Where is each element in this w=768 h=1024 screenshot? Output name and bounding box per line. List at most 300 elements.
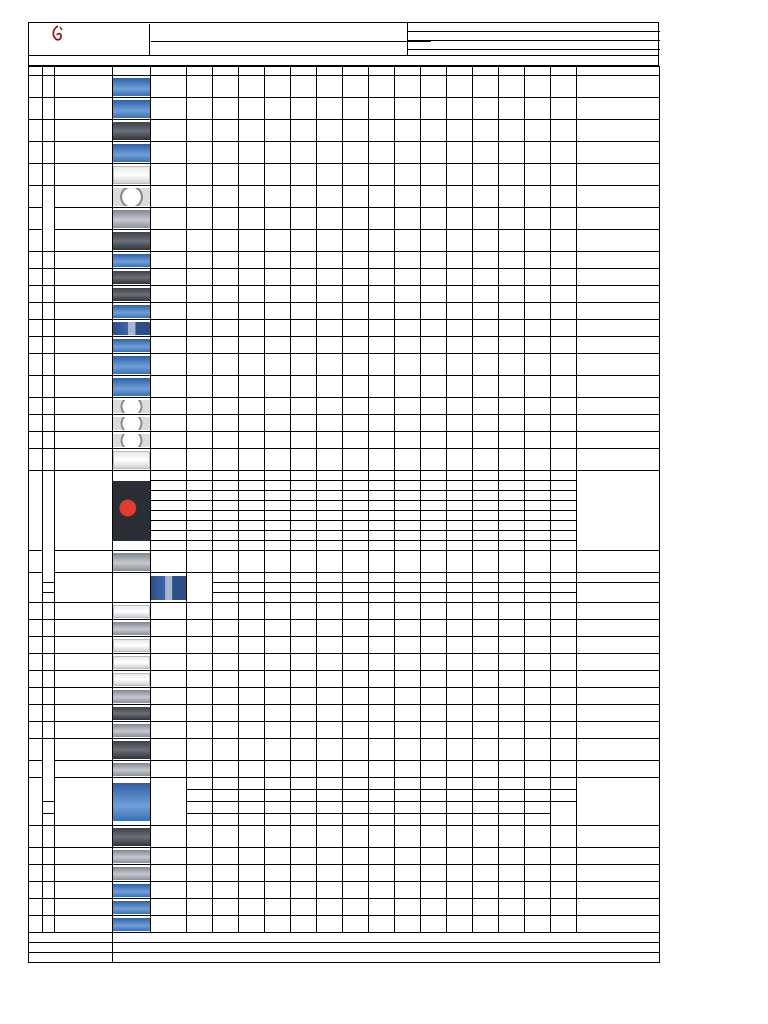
day-entry-cell[interactable] [395, 551, 421, 573]
day-entry-cell[interactable] [239, 471, 265, 481]
day-entry-cell[interactable] [499, 916, 525, 933]
day-entry-cell[interactable] [421, 511, 447, 521]
day-entry-cell[interactable] [317, 551, 343, 573]
day-entry-cell[interactable] [473, 511, 499, 521]
day-entry-cell[interactable] [525, 739, 551, 761]
day-entry-cell[interactable] [473, 415, 499, 432]
day-entry-cell[interactable] [213, 739, 239, 761]
day-entry-cell[interactable] [551, 739, 577, 761]
remarks-cell[interactable] [577, 303, 660, 320]
remarks-cell[interactable] [577, 186, 660, 208]
day-entry-cell[interactable] [343, 778, 369, 790]
day-entry-cell[interactable] [291, 286, 317, 303]
day-entry-cell[interactable] [395, 320, 421, 337]
day-entry-cell[interactable] [187, 637, 213, 654]
day-entry-cell[interactable] [473, 637, 499, 654]
day-entry-cell[interactable] [395, 230, 421, 252]
day-entry-cell[interactable] [525, 688, 551, 705]
day-entry-cell[interactable] [525, 583, 551, 593]
day-entry-cell[interactable] [473, 142, 499, 164]
day-entry-cell[interactable] [213, 449, 239, 471]
day-entry-cell[interactable] [447, 573, 473, 583]
day-entry-cell[interactable] [239, 761, 265, 778]
day-entry-cell[interactable] [369, 286, 395, 303]
day-entry-cell[interactable] [395, 98, 421, 120]
day-entry-cell[interactable] [265, 688, 291, 705]
day-entry-cell[interactable] [265, 583, 291, 593]
day-entry-cell[interactable] [239, 432, 265, 449]
remarks-cell[interactable] [577, 471, 660, 551]
day-entry-cell[interactable] [447, 320, 473, 337]
day-entry-cell[interactable] [291, 120, 317, 142]
day-entry-cell[interactable] [447, 398, 473, 415]
day-entry-cell[interactable] [187, 501, 213, 511]
day-entry-cell[interactable] [317, 269, 343, 286]
day-entry-cell[interactable] [187, 252, 213, 269]
day-entry-cell[interactable] [499, 471, 525, 481]
day-entry-cell[interactable] [499, 269, 525, 286]
day-entry-cell[interactable] [265, 481, 291, 491]
day-entry-cell[interactable] [213, 671, 239, 688]
day-entry-cell[interactable] [369, 603, 395, 620]
day-entry-cell[interactable] [213, 826, 239, 848]
day-entry-cell[interactable] [421, 230, 447, 252]
day-entry-cell[interactable] [317, 882, 343, 899]
day-entry-cell[interactable] [473, 882, 499, 899]
day-entry-cell[interactable] [213, 415, 239, 432]
day-entry-cell[interactable] [317, 471, 343, 481]
day-entry-cell[interactable] [291, 98, 317, 120]
day-entry-cell[interactable] [291, 337, 317, 354]
day-entry-cell[interactable] [213, 790, 239, 802]
day-entry-cell[interactable] [395, 449, 421, 471]
day-entry-cell[interactable] [551, 471, 577, 481]
day-entry-cell[interactable] [421, 501, 447, 511]
day-entry-cell[interactable] [499, 449, 525, 471]
day-entry-cell[interactable] [525, 916, 551, 933]
remarks-cell[interactable] [577, 320, 660, 337]
day-entry-cell[interactable] [317, 320, 343, 337]
day-entry-cell[interactable] [343, 899, 369, 916]
remarks-cell[interactable] [577, 899, 660, 916]
day-entry-cell[interactable] [525, 882, 551, 899]
day-entry-cell[interactable] [187, 491, 213, 501]
day-entry-cell[interactable] [187, 761, 213, 778]
day-entry-cell[interactable] [473, 848, 499, 865]
day-entry-cell[interactable] [239, 916, 265, 933]
day-entry-cell[interactable] [447, 142, 473, 164]
day-entry-cell[interactable] [265, 848, 291, 865]
day-entry-cell[interactable] [369, 142, 395, 164]
day-entry-cell[interactable] [525, 432, 551, 449]
day-entry-cell[interactable] [551, 654, 577, 671]
day-entry-cell[interactable] [213, 432, 239, 449]
day-entry-cell[interactable] [187, 449, 213, 471]
day-entry-cell[interactable] [291, 521, 317, 531]
day-entry-cell[interactable] [473, 802, 499, 814]
day-entry-cell[interactable] [499, 142, 525, 164]
day-entry-cell[interactable] [499, 376, 525, 398]
day-entry-cell[interactable] [239, 671, 265, 688]
day-entry-cell[interactable] [421, 471, 447, 481]
day-entry-cell[interactable] [343, 208, 369, 230]
day-entry-cell[interactable] [395, 688, 421, 705]
remarks-cell[interactable] [577, 848, 660, 865]
day-entry-cell[interactable] [187, 705, 213, 722]
day-entry-cell[interactable] [525, 398, 551, 415]
day-entry-cell[interactable] [499, 501, 525, 511]
day-entry-cell[interactable] [421, 551, 447, 573]
day-entry-cell[interactable] [525, 354, 551, 376]
day-entry-cell[interactable] [369, 722, 395, 739]
day-entry-cell[interactable] [473, 208, 499, 230]
day-entry-cell[interactable] [551, 573, 577, 583]
day-entry-cell[interactable] [421, 320, 447, 337]
day-entry-cell[interactable] [291, 449, 317, 471]
day-entry-cell[interactable] [473, 186, 499, 208]
day-entry-cell[interactable] [421, 76, 447, 98]
day-entry-cell[interactable] [187, 551, 213, 573]
day-entry-cell[interactable] [317, 98, 343, 120]
day-entry-cell[interactable] [447, 511, 473, 521]
day-entry-cell[interactable] [239, 790, 265, 802]
day-entry-cell[interactable] [551, 398, 577, 415]
day-entry-cell[interactable] [291, 826, 317, 848]
day-entry-cell[interactable] [317, 286, 343, 303]
day-entry-cell[interactable] [525, 164, 551, 186]
day-entry-cell[interactable] [343, 521, 369, 531]
day-entry-cell[interactable] [525, 491, 551, 501]
day-entry-cell[interactable] [291, 899, 317, 916]
day-entry-cell[interactable] [213, 541, 239, 551]
day-entry-cell[interactable] [551, 865, 577, 882]
day-entry-cell[interactable] [395, 376, 421, 398]
day-entry-cell[interactable] [499, 688, 525, 705]
day-entry-cell[interactable] [525, 865, 551, 882]
day-entry-cell[interactable] [473, 722, 499, 739]
day-entry-cell[interactable] [499, 491, 525, 501]
day-entry-cell[interactable] [265, 286, 291, 303]
day-entry-cell[interactable] [421, 671, 447, 688]
day-entry-cell[interactable] [239, 511, 265, 521]
day-entry-cell[interactable] [447, 164, 473, 186]
day-entry-cell[interactable] [551, 826, 577, 848]
day-entry-cell[interactable] [551, 337, 577, 354]
day-entry-cell[interactable] [317, 899, 343, 916]
day-entry-cell[interactable] [187, 230, 213, 252]
day-entry-cell[interactable] [421, 916, 447, 933]
day-entry-cell[interactable] [551, 511, 577, 521]
day-entry-cell[interactable] [499, 551, 525, 573]
day-entry-cell[interactable] [499, 164, 525, 186]
day-entry-cell[interactable] [343, 551, 369, 573]
day-entry-cell[interactable] [551, 354, 577, 376]
day-entry-cell[interactable] [473, 761, 499, 778]
day-entry-cell[interactable] [291, 761, 317, 778]
day-entry-cell[interactable] [343, 814, 369, 826]
day-entry-cell[interactable] [395, 705, 421, 722]
day-entry-cell[interactable] [343, 252, 369, 269]
day-entry-cell[interactable] [265, 432, 291, 449]
day-entry-cell[interactable] [239, 573, 265, 583]
day-entry-cell[interactable] [499, 303, 525, 320]
day-entry-cell[interactable] [473, 531, 499, 541]
day-entry-cell[interactable] [317, 511, 343, 521]
day-entry-cell[interactable] [291, 790, 317, 802]
day-entry-cell[interactable] [473, 98, 499, 120]
remarks-cell[interactable] [577, 415, 660, 432]
day-entry-cell[interactable] [577, 573, 660, 583]
day-entry-cell[interactable] [369, 337, 395, 354]
day-entry-cell[interactable] [447, 848, 473, 865]
day-entry-cell[interactable] [421, 376, 447, 398]
day-entry-cell[interactable] [551, 761, 577, 778]
day-entry-cell[interactable] [499, 705, 525, 722]
day-entry-cell[interactable] [525, 481, 551, 491]
day-entry-cell[interactable] [239, 593, 265, 603]
day-entry-cell[interactable] [395, 573, 421, 583]
day-entry-cell[interactable] [265, 739, 291, 761]
day-entry-cell[interactable] [213, 164, 239, 186]
day-entry-cell[interactable] [369, 398, 395, 415]
day-entry-cell[interactable] [239, 376, 265, 398]
day-entry-cell[interactable] [551, 98, 577, 120]
day-entry-cell[interactable] [317, 186, 343, 208]
day-entry-cell[interactable] [187, 916, 213, 933]
day-entry-cell[interactable] [343, 415, 369, 432]
day-entry-cell[interactable] [525, 208, 551, 230]
day-entry-cell[interactable] [187, 541, 213, 551]
day-entry-cell[interactable] [265, 573, 291, 583]
day-entry-cell[interactable] [291, 354, 317, 376]
day-entry-cell[interactable] [187, 899, 213, 916]
day-entry-cell[interactable] [473, 120, 499, 142]
day-entry-cell[interactable] [317, 583, 343, 593]
day-entry-cell[interactable] [291, 620, 317, 637]
day-entry-cell[interactable] [343, 398, 369, 415]
day-entry-cell[interactable] [213, 916, 239, 933]
day-entry-cell[interactable] [369, 541, 395, 551]
day-entry-cell[interactable] [447, 865, 473, 882]
day-entry-cell[interactable] [343, 541, 369, 551]
day-entry-cell[interactable] [265, 671, 291, 688]
day-entry-cell[interactable] [265, 501, 291, 511]
day-entry-cell[interactable] [473, 620, 499, 637]
day-entry-cell[interactable] [369, 120, 395, 142]
day-entry-cell[interactable] [473, 481, 499, 491]
day-entry-cell[interactable] [213, 882, 239, 899]
day-entry-cell[interactable] [317, 761, 343, 778]
day-entry-cell[interactable] [213, 573, 239, 583]
day-entry-cell[interactable] [317, 208, 343, 230]
day-entry-cell[interactable] [343, 583, 369, 593]
day-entry-cell[interactable] [291, 583, 317, 593]
day-entry-cell[interactable] [317, 354, 343, 376]
day-entry-cell[interactable] [343, 739, 369, 761]
day-entry-cell[interactable] [447, 551, 473, 573]
day-entry-cell[interactable] [265, 790, 291, 802]
day-entry-cell[interactable] [525, 848, 551, 865]
day-entry-cell[interactable] [473, 593, 499, 603]
day-entry-cell[interactable] [43, 802, 55, 814]
day-entry-cell[interactable] [343, 76, 369, 98]
day-entry-cell[interactable] [369, 164, 395, 186]
day-entry-cell[interactable] [343, 142, 369, 164]
day-entry-cell[interactable] [499, 671, 525, 688]
day-entry-cell[interactable] [213, 531, 239, 541]
day-entry-cell[interactable] [525, 593, 551, 603]
day-entry-cell[interactable] [421, 164, 447, 186]
day-entry-cell[interactable] [265, 471, 291, 481]
day-entry-cell[interactable] [447, 705, 473, 722]
day-entry-cell[interactable] [43, 814, 55, 826]
day-entry-cell[interactable] [421, 593, 447, 603]
day-entry-cell[interactable] [239, 398, 265, 415]
day-entry-cell[interactable] [499, 620, 525, 637]
day-entry-cell[interactable] [499, 826, 525, 848]
day-entry-cell[interactable] [421, 481, 447, 491]
remarks-cell[interactable] [577, 916, 660, 933]
day-entry-cell[interactable] [239, 705, 265, 722]
remarks-cell[interactable] [577, 432, 660, 449]
day-entry-cell[interactable] [239, 583, 265, 593]
day-entry-cell[interactable] [395, 722, 421, 739]
day-entry-cell[interactable] [265, 802, 291, 814]
day-entry-cell[interactable] [525, 376, 551, 398]
day-entry-cell[interactable] [187, 354, 213, 376]
day-entry-cell[interactable] [421, 303, 447, 320]
day-entry-cell[interactable] [525, 230, 551, 252]
day-entry-cell[interactable] [395, 541, 421, 551]
day-entry-cell[interactable] [187, 337, 213, 354]
day-entry-cell[interactable] [213, 865, 239, 882]
day-entry-cell[interactable] [369, 269, 395, 286]
remarks-cell[interactable] [577, 705, 660, 722]
day-entry-cell[interactable] [291, 778, 317, 790]
day-entry-cell[interactable] [473, 688, 499, 705]
day-entry-cell[interactable] [265, 778, 291, 790]
remarks-cell[interactable] [577, 208, 660, 230]
day-entry-cell[interactable] [343, 802, 369, 814]
remarks-cell[interactable] [577, 882, 660, 899]
day-entry-cell[interactable] [421, 790, 447, 802]
day-entry-cell[interactable] [265, 376, 291, 398]
day-entry-cell[interactable] [369, 531, 395, 541]
day-entry-cell[interactable] [551, 603, 577, 620]
day-entry-cell[interactable] [317, 603, 343, 620]
day-entry-cell[interactable] [291, 471, 317, 481]
day-entry-cell[interactable] [499, 814, 525, 826]
day-entry-cell[interactable] [369, 551, 395, 573]
day-entry-cell[interactable] [265, 303, 291, 320]
day-entry-cell[interactable] [369, 620, 395, 637]
day-entry-cell[interactable] [499, 120, 525, 142]
day-entry-cell[interactable] [421, 654, 447, 671]
day-entry-cell[interactable] [525, 252, 551, 269]
day-entry-cell[interactable] [447, 449, 473, 471]
day-entry-cell[interactable] [265, 551, 291, 573]
day-entry-cell[interactable] [551, 286, 577, 303]
day-entry-cell[interactable] [499, 252, 525, 269]
day-entry-cell[interactable] [265, 337, 291, 354]
day-entry-cell[interactable] [213, 376, 239, 398]
day-entry-cell[interactable] [421, 583, 447, 593]
day-entry-cell[interactable] [447, 471, 473, 481]
day-entry-cell[interactable] [265, 531, 291, 541]
day-entry-cell[interactable] [239, 491, 265, 501]
day-entry-cell[interactable] [317, 491, 343, 501]
day-entry-cell[interactable] [551, 541, 577, 551]
day-entry-cell[interactable] [291, 688, 317, 705]
day-entry-cell[interactable] [395, 603, 421, 620]
day-entry-cell[interactable] [317, 916, 343, 933]
day-entry-cell[interactable] [525, 98, 551, 120]
remarks-cell[interactable] [577, 230, 660, 252]
day-entry-cell[interactable] [343, 491, 369, 501]
day-entry-cell[interactable] [525, 303, 551, 320]
remarks-cell[interactable] [577, 337, 660, 354]
day-entry-cell[interactable] [473, 269, 499, 286]
day-entry-cell[interactable] [265, 398, 291, 415]
day-entry-cell[interactable] [551, 269, 577, 286]
day-entry-cell[interactable] [291, 603, 317, 620]
day-entry-cell[interactable] [265, 98, 291, 120]
day-entry-cell[interactable] [447, 286, 473, 303]
day-entry-cell[interactable] [265, 603, 291, 620]
day-entry-cell[interactable] [239, 252, 265, 269]
day-entry-cell[interactable] [369, 376, 395, 398]
day-entry-cell[interactable] [187, 722, 213, 739]
day-entry-cell[interactable] [525, 790, 551, 802]
day-entry-cell[interactable] [213, 471, 239, 481]
day-entry-cell[interactable] [213, 481, 239, 491]
day-entry-cell[interactable] [525, 531, 551, 541]
day-entry-cell[interactable] [447, 882, 473, 899]
day-entry-cell[interactable] [187, 286, 213, 303]
day-entry-cell[interactable] [369, 593, 395, 603]
day-entry-cell[interactable] [447, 916, 473, 933]
day-entry-cell[interactable] [551, 722, 577, 739]
day-entry-cell[interactable] [239, 303, 265, 320]
day-entry-cell[interactable] [551, 778, 577, 790]
day-entry-cell[interactable] [421, 705, 447, 722]
day-entry-cell[interactable] [551, 376, 577, 398]
day-entry-cell[interactable] [317, 142, 343, 164]
day-entry-cell[interactable] [369, 432, 395, 449]
day-entry-cell[interactable] [447, 583, 473, 593]
day-entry-cell[interactable] [343, 164, 369, 186]
day-entry-cell[interactable] [317, 593, 343, 603]
day-entry-cell[interactable] [213, 705, 239, 722]
month-year-field[interactable] [28, 56, 659, 66]
day-entry-cell[interactable] [551, 142, 577, 164]
day-entry-cell[interactable] [291, 398, 317, 415]
day-entry-cell[interactable] [291, 415, 317, 432]
day-entry-cell[interactable] [187, 376, 213, 398]
day-entry-cell[interactable] [239, 814, 265, 826]
day-entry-cell[interactable] [291, 848, 317, 865]
day-entry-cell[interactable] [239, 826, 265, 848]
day-entry-cell[interactable] [369, 471, 395, 481]
day-entry-cell[interactable] [317, 790, 343, 802]
day-entry-cell[interactable] [499, 865, 525, 882]
day-entry-cell[interactable] [239, 142, 265, 164]
day-entry-cell[interactable] [187, 882, 213, 899]
day-entry-cell[interactable] [473, 286, 499, 303]
day-entry-cell[interactable] [265, 814, 291, 826]
day-entry-cell[interactable] [291, 551, 317, 573]
day-entry-cell[interactable] [239, 551, 265, 573]
